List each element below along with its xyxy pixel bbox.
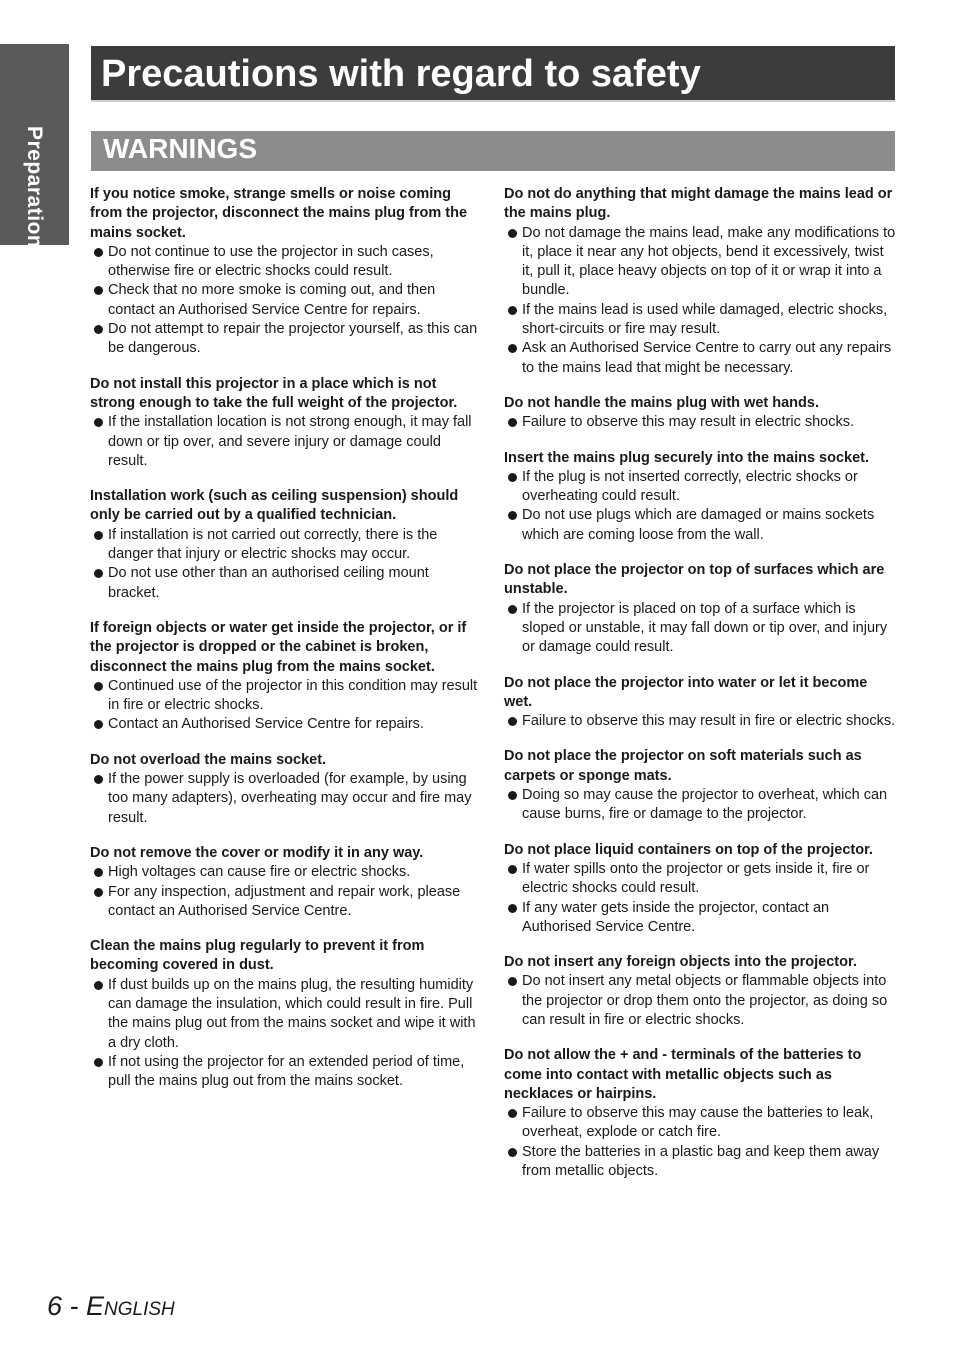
warning-list	[90, 976, 482, 1092]
list-item-text: Do not use plugs which are damaged or mains sockets which are coming loose from the wall.	[522, 507, 875, 543]
bullet-icon	[94, 569, 103, 578]
warning-section	[504, 747, 896, 824]
bullet-icon	[94, 720, 103, 729]
warning-section	[90, 937, 482, 1091]
warning-list	[504, 972, 896, 1030]
warning-heading: Do not insert any foreign objects into the projector.	[504, 954, 857, 971]
list-item-text: If any water gets inside the projector, contact an Authorised Service Centre.	[522, 899, 830, 935]
warning-list	[504, 1104, 896, 1181]
warning-heading: Installation work (such as ceiling suspension) should only be carried out by a qualified technician.	[90, 488, 459, 524]
list-item	[504, 899, 896, 938]
warning-list	[504, 786, 896, 825]
list-item-text: If the installation location is not strong enough, it may fall down or tip over, and severe injury or damage could result.	[108, 414, 472, 469]
list-item-text: Do not damage the mains lead, make any modifications to it, place it near any hot objects, bend it excessively, twist it, pull it, place heavy objects on top of it or wrap it into a bundle.	[522, 224, 896, 299]
warning-heading: Do not place liquid containers on top of the projector.	[504, 841, 873, 858]
warning-section	[504, 953, 896, 1030]
warning-heading: Do not remove the cover or modify it in any way.	[90, 844, 424, 861]
bullet-icon	[508, 473, 517, 482]
warning-section	[504, 841, 896, 937]
list-item-text: Do not attempt to repair the projector yourself, as this can be dangerous.	[108, 321, 478, 357]
left-column	[90, 185, 482, 1107]
list-item	[90, 1053, 482, 1092]
list-item-text: If installation is not carried out correctly, there is the danger that injury or electric shocks may occur.	[108, 526, 438, 563]
bullet-icon	[508, 977, 517, 986]
warning-section	[90, 751, 482, 828]
page-title: Precautions with regard to safety	[101, 53, 701, 95]
bullet-icon	[94, 1058, 103, 1067]
list-item-text: If dust builds up on the mains plug, the resulting humidity can damage the insulation, which could result in fire. Pull the mains plug out from the mains socket and wipe it with a dry cloth.	[108, 976, 476, 1051]
list-item-text: If the power supply is overloaded (for example, by using too many adapters), overheating may occur and fire may result.	[108, 771, 472, 826]
warning-heading: Do not do anything that might damage the mains lead or the mains plug.	[504, 186, 893, 222]
list-item-text: Do not insert any metal objects or flammable objects into the projector or drop them onto the projector, as doing so can result in fire or electric shocks.	[522, 973, 888, 1028]
list-item	[504, 786, 896, 825]
list-item-text: Failure to observe this may result in fire or electric shocks.	[522, 713, 896, 730]
warning-heading: Do not handle the mains plug with wet hands.	[504, 394, 819, 411]
bullet-icon	[94, 868, 103, 877]
warning-section	[504, 561, 896, 657]
warning-heading: Clean the mains plug regularly to prevent it from becoming covered in dust.	[90, 938, 425, 974]
warning-section	[90, 487, 482, 603]
warning-list	[90, 526, 482, 603]
list-item-text: If not using the projector for an extended period of time, pull the mains plug out from the mains socket.	[108, 1053, 465, 1090]
warning-list	[504, 860, 896, 937]
list-item-text: Check that no more smoke is coming out, and then contact an Authorised Service Centre for repairs.	[108, 282, 436, 318]
warning-list	[504, 413, 896, 432]
list-item	[90, 715, 482, 734]
list-item	[504, 860, 896, 899]
list-item	[504, 224, 896, 301]
list-item	[90, 677, 482, 716]
list-item	[504, 339, 896, 378]
warning-list	[504, 600, 896, 658]
warning-section	[504, 394, 896, 433]
warning-section	[90, 185, 482, 359]
warning-heading: If foreign objects or water get inside the projector, or if the projector is dropped or the cabinet is broken, disconnect the mains plug from the mains socket.	[90, 619, 467, 675]
warning-list	[90, 770, 482, 828]
list-item	[504, 506, 896, 545]
list-item-text: For any inspection, adjustment and repair work, please contact an Authorised Service Centre.	[108, 883, 461, 919]
list-item-text: Failure to observe this may result in electric shocks.	[522, 414, 855, 431]
list-item	[90, 976, 482, 1053]
warning-list	[90, 677, 482, 735]
list-item	[504, 972, 896, 1030]
bullet-icon	[94, 775, 103, 784]
warning-section	[504, 185, 896, 378]
bullet-icon	[508, 1148, 517, 1157]
list-item	[504, 600, 896, 658]
bullet-icon	[94, 981, 103, 990]
list-item-text: Ask an Authorised Service Centre to carry out any repairs to the mains lead that might be necessary.	[522, 340, 892, 376]
bullet-icon	[508, 418, 517, 427]
list-item-text: Doing so may cause the projector to overheat, which can cause burns, fire or damage to the projector.	[522, 787, 888, 823]
warning-list	[90, 243, 482, 359]
list-item-text: Do not continue to use the projector in such cases, otherwise fire or electric shocks could result.	[108, 243, 434, 280]
bullet-icon	[94, 286, 103, 295]
bullet-icon	[508, 1109, 517, 1118]
bullet-icon	[508, 717, 517, 726]
warning-section	[90, 619, 482, 735]
list-item-text: If the projector is placed on top of a surface which is sloped or unstable, it may fall down or tip over, and injury or damage could result.	[522, 600, 888, 656]
list-item	[504, 468, 896, 507]
title-bar	[91, 46, 895, 102]
bullet-icon	[94, 418, 103, 427]
list-item-text: If the mains lead is used while damaged, electric shocks, short-circuits or fire may result.	[522, 301, 888, 338]
warning-section	[504, 1046, 896, 1181]
warning-section	[504, 449, 896, 545]
bullet-icon	[508, 344, 517, 353]
bullet-icon	[508, 229, 517, 238]
warning-section	[90, 375, 482, 471]
section-heading-bar	[91, 131, 895, 171]
warning-list	[90, 413, 482, 471]
list-item	[90, 526, 482, 565]
warning-list	[504, 712, 896, 731]
warning-list	[90, 863, 482, 921]
footer-language: English	[86, 1291, 175, 1321]
page-footer	[47, 1290, 175, 1322]
list-item-text: Failure to observe this may cause the batteries to leak, overheat, explode or catch fire.	[522, 1105, 874, 1141]
list-item	[90, 281, 482, 320]
list-item-text: If water spills onto the projector or gets inside it, fire or electric shocks could result.	[522, 860, 870, 897]
list-item	[90, 413, 482, 471]
bullet-icon	[94, 248, 103, 257]
list-item	[504, 1104, 896, 1143]
list-item	[90, 770, 482, 828]
list-item-text: Do not use other than an authorised ceiling mount bracket.	[108, 565, 429, 601]
warning-heading: Do not place the projector on top of surfaces which are unstable.	[504, 562, 885, 598]
list-item	[504, 413, 896, 432]
bullet-icon	[508, 511, 517, 520]
list-item	[90, 564, 482, 603]
bullet-icon	[508, 865, 517, 874]
list-item-text: Contact an Authorised Service Centre for repairs.	[108, 716, 424, 733]
bullet-icon	[94, 325, 103, 334]
page-number: 6 -	[47, 1291, 87, 1321]
warning-heading: Insert the mains plug securely into the mains socket.	[504, 449, 870, 466]
bullet-icon	[508, 306, 517, 315]
bullet-icon	[508, 904, 517, 913]
warning-heading: Do not place the projector into water or let it become wet.	[504, 674, 868, 710]
list-item-text: If the plug is not inserted correctly, electric shocks or overheating could result.	[522, 468, 858, 505]
right-column	[504, 185, 896, 1197]
warning-heading: Do not place the projector on soft materials such as carpets or sponge mats.	[504, 748, 862, 784]
warning-heading: If you notice smoke, strange smells or noise coming from the projector, disconnect the mains plug from the mains socket.	[90, 186, 468, 241]
bullet-icon	[508, 605, 517, 614]
warning-heading: Do not install this projector in a place which is not strong enough to take the full weight of the projector.	[90, 375, 458, 411]
list-item-text: Store the batteries in a plastic bag and keep them away from metallic objects.	[522, 1143, 880, 1180]
list-item-text: High voltages can cause fire or electric shocks.	[108, 864, 411, 881]
list-item	[504, 712, 896, 731]
warning-heading: Do not allow the + and - terminals of the batteries to come into contact with metallic objects such as necklaces or hairpins.	[504, 1047, 862, 1102]
list-item	[90, 863, 482, 882]
bullet-icon	[94, 682, 103, 691]
section-heading: WARNINGS	[103, 133, 257, 164]
warning-section	[90, 844, 482, 921]
list-item	[504, 301, 896, 340]
side-tab	[0, 44, 69, 249]
list-item	[90, 883, 482, 922]
warning-list	[504, 468, 896, 545]
bullet-icon	[94, 888, 103, 897]
bullet-icon	[94, 531, 103, 540]
list-item-text: Continued use of the projector in this condition may result in fire or electric shocks.	[108, 677, 478, 714]
warning-list	[504, 224, 896, 378]
warning-section	[504, 674, 896, 732]
warning-heading: Do not overload the mains socket.	[90, 751, 327, 768]
list-item	[90, 243, 482, 282]
list-item	[504, 1143, 896, 1182]
list-item	[90, 320, 482, 359]
bullet-icon	[508, 791, 517, 800]
side-tab-label: Preparation	[23, 126, 46, 249]
